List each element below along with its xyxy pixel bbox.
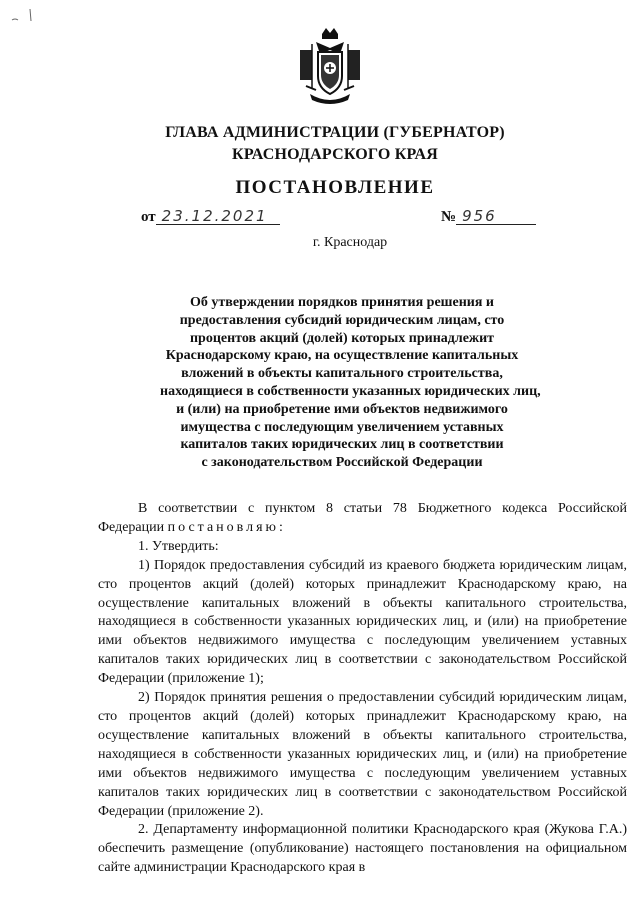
decree-subject (160, 294, 541, 472)
decree-date (141, 208, 280, 226)
authority-title-line-1: ГЛАВА АДМИНИСТРАЦИИ (ГУБЕРНАТОР) (165, 124, 505, 141)
document-type-title: ПОСТАНОВЛЕНИЕ (235, 177, 435, 198)
decree-number (441, 208, 536, 226)
subject-line: Об утверждении порядков принятия решения и (190, 295, 494, 310)
krasnodar-coat-of-arms-emblem (296, 28, 364, 106)
subject-line: процентов акций (долей) которых принадлежит (189, 330, 495, 346)
decree-body (98, 500, 627, 878)
clause-1-1: 1) Порядок предоставления субсидий из краевого бюджета юридическим лицам, сто процентов акций (долей) которых принадлежит Краснодарскому краю, на осуществление капитальных вложений в объекты капитального строительства, находящиеся в собственности указанных юридических лиц, и (или) на приобретение ими объектов недвижимого имущества с последующим увеличением уставных капиталов таких юридических лиц в соответствии с законодательством Российской Федерации (приложение 1); (98, 557, 627, 687)
decree-operative-word: постановляю: (167, 519, 286, 535)
handwritten-date: 23.12.2021 (156, 208, 280, 225)
issue-city: г. Краснодар (312, 235, 388, 250)
authority-title-line-2: КРАСНОДАРСКОГО КРАЯ (232, 146, 438, 163)
handwritten-corner-mark (8, 6, 38, 28)
subject-line: и (или) на приобретение ими объектов недвижимого (176, 401, 508, 417)
subject-line: имущества с последующим увеличением уставных (180, 419, 504, 435)
number-prefix: № (441, 209, 457, 225)
date-prefix: от (141, 209, 156, 225)
subject-line: капиталов таких юридических лиц в соответствии (180, 437, 504, 453)
clause-2: 2. Департаменту информационной политики Краснодарского края (Жукова Г.А.) обеспечить размещение (опубликование) настоящего постановления на официальном сайте администрации Краснодарского края в (98, 822, 627, 876)
subject-line: предоставления субсидий юридическим лицам, сто (179, 312, 505, 328)
intro-paragraph (98, 500, 627, 538)
intro-text: В соответствии с пунктом 8 статьи 78 Бюджетного кодекса Российской Федерации (98, 501, 627, 535)
subject-line: Краснодарскому краю, на осуществление капитальных (165, 348, 519, 364)
clause-1: 1. Утвердить: (138, 538, 219, 554)
clause-1-2: 2) Порядок принятия решения о предоставлении субсидий юридическим лицам, сто процентов акций (долей) которых принадлежит Краснодарскому краю, на осуществление капитальных вложений в объекты капитального строительства, находящиеся в собственности указанных юридических лиц, и (или) на приобретение ими объектов недвижимого имущества с последующим увеличением уставных капиталов таких юридических лиц в соответствии с законодательством Российской Федерации (приложение 2). (98, 690, 627, 819)
subject-line: находящиеся в собственности указанных юридических лиц, (160, 383, 541, 399)
subject-line: вложений в объекты капитального строительства, (181, 366, 503, 382)
subject-line: с законодательством Российской Федерации (201, 455, 483, 471)
handwritten-number: 956 (456, 208, 536, 225)
